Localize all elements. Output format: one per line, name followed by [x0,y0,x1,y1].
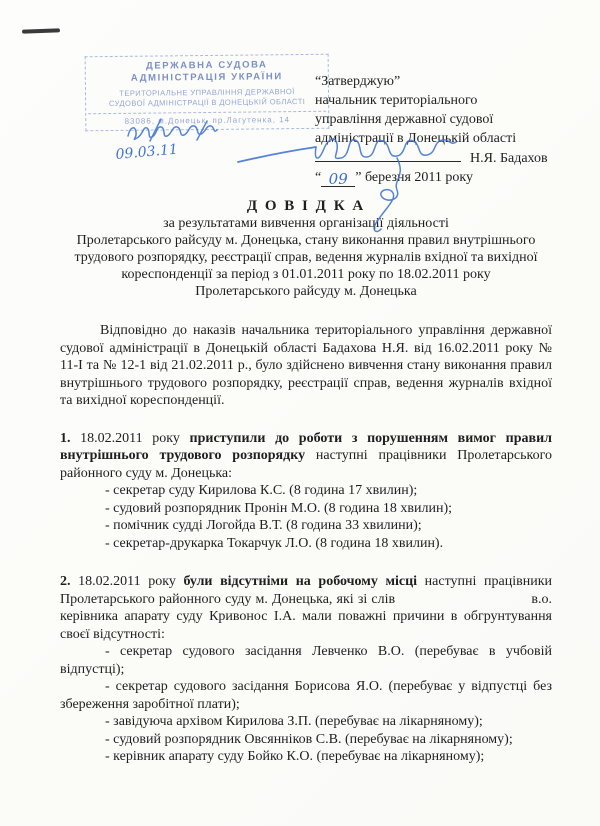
list-item: - секретар судового засідання Борисова Я.О. (перебуває у відпустці без збереження заробітної плати); [60,679,552,712]
document-body [60,198,552,766]
section-2-intro-post: в.о. керівника апарату суду Кривонос І.А. мали поважні причини в обгрунтування своєї відсутності: [60,591,552,642]
stamp-org-line2: АДМІНІСТРАЦІЯ УКРАЇНИ [130,71,283,84]
section-2-intro-bold: були відсутніми на робочому місці [183,574,418,589]
official-stamp [85,54,330,132]
list-item: - секретар-друкарка Токарчук Л.О. (8 година 18 хвилин). [105,535,444,551]
handwritten-date-note: 09.03.11 [114,141,179,163]
stamp-dept-line2: СУДОВОЇ АДМІНІСТРАЦІЇ В ДОНЕЦЬКІЙ ОБЛАСТІ [108,96,306,109]
document-title: Д О В І Д К А [246,198,366,214]
signature-underline [315,148,461,162]
list-item: - судовий розпорядник Пронін М.О. (8 година 18 хвилин); [105,500,453,516]
stamp-address: 83086, м.Донецьк, пр.Лагутенка, 14 [88,111,326,127]
approver-title-line3: адміністрації в Донецькій області [315,131,517,146]
list-item: - керівник апарату суду Бойко К.О. (перебуває на лікарняному); [105,749,485,764]
section-1-intro-post: наступні працівники Пролетарського районного суду м. Донецька: [60,448,552,481]
stamp-dept-line1: ТЕРИТОРІАЛЬНЕ УПРАВЛІННЯ ДЕРЖАВНОЇ [119,87,295,98]
approver-title-line2: управління державної судової [315,112,494,127]
section-2 [60,573,552,766]
subtitle-line: Пролетарського райсуду м. Донецька [195,284,417,299]
document-subtitle [60,215,552,300]
list-item: - судовий розпорядник Овсянніков С.В. (перебуває на лікарняному); [105,731,513,747]
approve-label: “Затверджую” [315,74,401,89]
section-2-intro-mid: наступні працівники Пролетарського районного суду м. Донецька, які зі слів [60,574,552,607]
subtitle-line: Пролетарського райсуду м. Донецька, стану виконання правил внутрішнього [76,233,536,248]
intro-paragraph: Відповідно до наказів начальника територіального управління державної судової адміністрації в Донецькій області Бадахова Н.Я. від 16.02.2011 року № 11-І та № 12-1 від 21.02.2011 р., було здійснено вивчення стану виконання правил внутрішнього трудового розпорядку, реєстрації справ, ведення журналів вхідної та вихідної кореспонденції. [60,323,552,408]
list-item: - завідуюча архівом Кирилова З.П. (перебуває на лікарняному); [105,714,483,729]
section-1-intro-pre: 18.02.2011 року [70,430,190,446]
signature-row [315,148,587,168]
date-open-quote: “ [315,170,322,185]
section-1-intro [60,430,552,483]
section-1-number: 1. [60,430,71,446]
stamp-org-line1: ДЕРЖАВНА СУДОВА [145,59,268,72]
date-day-underline [321,171,355,187]
section-2-intro-pre: 18.02.2011 року [70,574,184,589]
subtitle-line: за результатами вивчення організації діяльності [163,216,449,231]
approval-date-row [315,168,587,187]
section-2-number: 2. [60,574,71,589]
section-1 [60,430,552,553]
signer-name: Н.Я. Бадахов [470,151,548,166]
section-2-intro [60,573,552,643]
scan-corner-mark [22,28,60,33]
approval-block [315,72,587,187]
date-rest: березня 2011 року [361,170,474,185]
handwritten-day: 09 [328,170,348,188]
list-item: - помічник судді Логойда В.Т. (8 година 33 хвилини); [105,518,422,533]
list-item: - секретар судового засідання Левченко В.О. (перебуває в учбовій відпустці); [60,644,552,677]
list-item: - секретар суду Кирилова К.С. (8 година 17 хвилин); [105,483,418,498]
subtitle-line: трудового розпорядку, реєстрації справ, ведення журналів вхідної та вихідної [74,250,538,265]
section-1-intro-bold: приступили до роботи з порушенням вимог правил внутрішнього трудового розпорядку [60,430,553,463]
subtitle-line: кореспонденції за період з 01.01.2011 року по 18.02.2011 року [121,267,491,282]
approver-title-line1: начальник територіального [315,93,478,108]
date-close-quote: ” [355,170,362,185]
